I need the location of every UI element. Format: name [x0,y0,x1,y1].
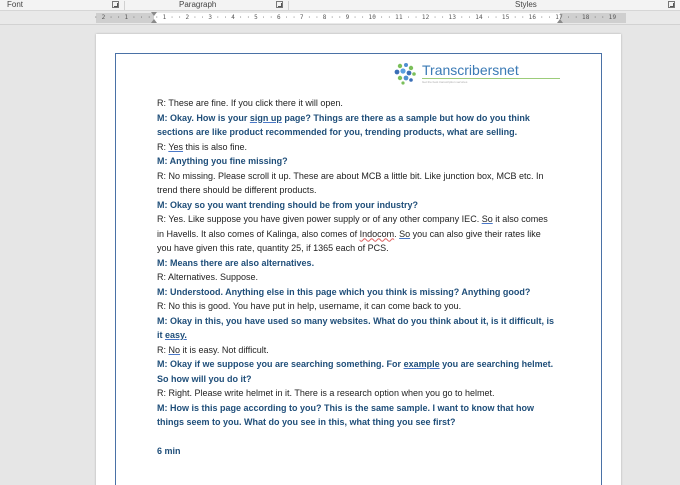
moderator-line: M: Okay. How is your sign up page? Things are there as a sample but how do you think [157,112,530,123]
respondent-line: R: These are fine. If you click there it will open. [157,98,343,108]
respondent-line: R: No it is easy. Not difficult. [157,344,269,355]
respondent-line: R: No missing. Please scroll it up. These are about MCB a little bit. Like junction box, MCB etc. In [157,170,544,181]
timestamp-line: 6 min [157,446,181,456]
ribbon-separator [288,1,289,10]
ribbon-separator [124,1,125,10]
moderator-line: M: How is this page according to you? This is the same sample. I want to know that how [157,402,535,413]
respondent-line: in Havells. It also comes of Kalinga, also comes of Indocom. So you can also give their rates like [157,228,541,239]
ribbon-group-labels [0,0,680,11]
styles-group-label: Styles [515,0,537,9]
respondent-line: R: Yes this is also fine. [157,141,248,152]
first-line-indent-marker-icon[interactable] [151,12,157,16]
moderator-line: M: Okay if we suppose you are searching something. For example you are searching helmet. [157,359,554,369]
right-indent-marker-icon[interactable] [557,19,563,23]
moderator-line: it easy. [157,330,187,340]
respondent-line: trend there should be different products. [157,185,317,195]
moderator-line: sections are like product recommended for you, trending products, what are selling. [157,127,518,137]
left-indent-marker-icon[interactable] [151,19,157,23]
paragraph-group-label: Paragraph [179,0,217,9]
moderator-line: M: Understood. Anything else in this page which you think is missing? Anything good? [157,286,531,297]
moderator-line: M: Means there are also alternatives. [157,257,315,268]
respondent-line: you have given this rate, quantity 25, if 1365 each of PCS. [157,243,389,253]
respondent-line: R: Right. Please write helmet in it. There is a research option when you go to helmet. [157,388,495,398]
logo-tagline: Get the best transcription services [422,80,468,84]
moderator-line: M: Anything you fine missing? [157,156,288,166]
logo-underline [422,78,560,79]
styles-dialog-launcher-icon[interactable] [668,1,675,8]
moderator-line: M: Okay so you want trending should be from your industry? [157,199,419,210]
font-group-label: Font [7,0,24,9]
moderator-line: M: Okay in this, you have used so many websites. What do you think about it, is it difficult, is [157,315,555,326]
horizontal-ruler[interactable] [0,11,680,25]
font-dialog-launcher-icon[interactable] [112,1,119,8]
respondent-line: R: Alternatives. Suppose. [157,272,259,282]
empty-line [157,430,587,445]
transcribersnet-logo-icon [392,60,420,88]
paragraph-dialog-launcher-icon[interactable] [276,1,283,8]
respondent-line: R: No this is good. You have put in help, username, it can come back to you. [157,301,462,311]
document-body[interactable] [157,96,587,459]
header-logo [392,60,572,90]
ruler-scale: · 2 · · 1 · · · · 1 · · 2 · · 3 · · 4 · · 5 · · 6 · · 7 · · 8 · · 9 · · 10 · · 11 · · 12 · · 13 · · 14 · · 15 · · 16 · · 17 · · 18 · · 19 [94,14,617,21]
moderator-line: So how will you do it? [157,373,252,384]
respondent-line: R: Yes. Like suppose you have given power supply or of any other company IEC. So it also comes [157,214,548,224]
logo-wordmark: Transcribersnet [422,62,519,78]
moderator-line: things seem to you. What do you see in this, what thing you see first? [157,417,456,427]
